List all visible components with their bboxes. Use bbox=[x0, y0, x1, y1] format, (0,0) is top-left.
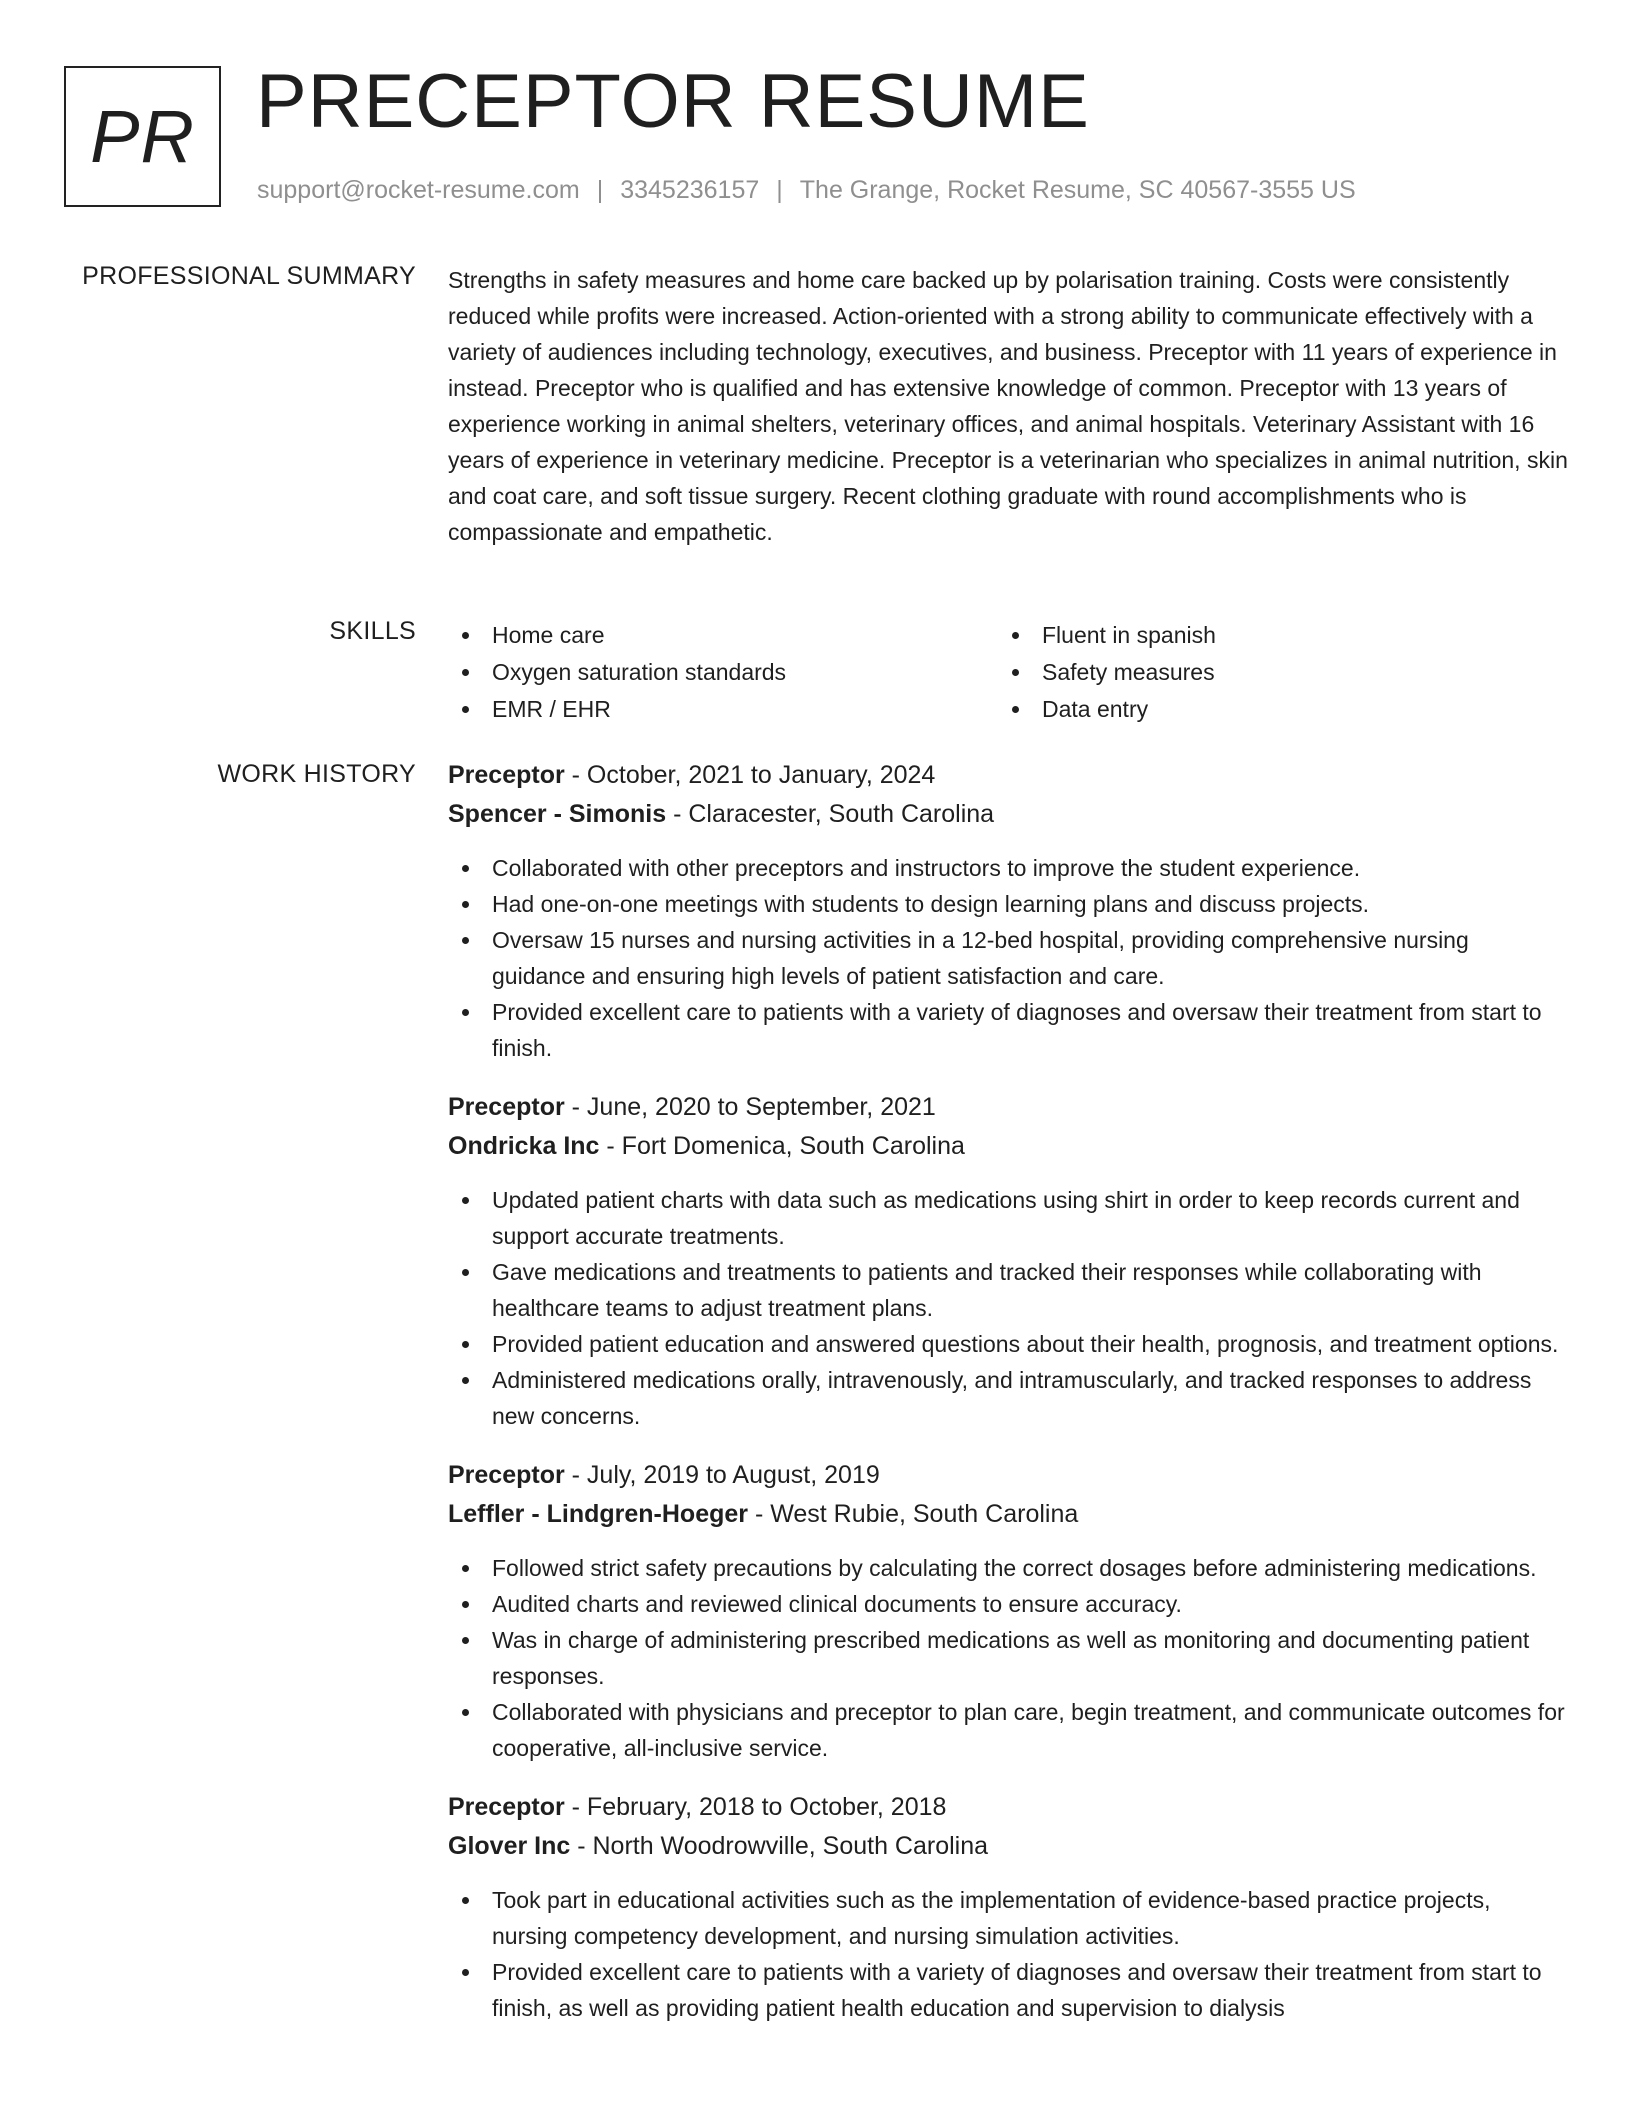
section-heading-skills: SKILLS bbox=[329, 617, 416, 645]
job-bullet: Collaborated with physicians and preceptor to plan care, begin treatment, and communicate outcomes for cooperative, all-inclusive service. bbox=[448, 1694, 1568, 1766]
job-title-line bbox=[448, 756, 1568, 795]
contact-separator: | bbox=[776, 176, 783, 204]
job-location: - Claracester, South Carolina bbox=[666, 800, 995, 828]
job-company: Spencer - Simonis bbox=[448, 800, 667, 828]
job-bullet: Gave medications and treatments to patients and tracked their responses while collaborating with healthcare teams to adjust treatment plans. bbox=[448, 1254, 1568, 1326]
skill-item: Safety measures bbox=[998, 654, 1548, 691]
job-bullet: Audited charts and reviewed clinical documents to ensure accuracy. bbox=[448, 1586, 1568, 1622]
job-bullets bbox=[448, 1882, 1568, 2026]
job-entry bbox=[448, 756, 1568, 1066]
job-location: - North Woodrowville, South Carolina bbox=[570, 1832, 989, 1860]
job-entry bbox=[448, 1456, 1568, 1766]
skill-item: Home care bbox=[448, 617, 998, 654]
job-company-line bbox=[448, 1495, 1568, 1534]
page-title: PRECEPTOR RESUME bbox=[256, 59, 1090, 144]
job-entry bbox=[448, 1788, 1568, 2026]
job-bullet: Oversaw 15 nurses and nursing activities in a 12-bed hospital, providing comprehensive nursing guidance and ensuring high levels of patient satisfaction and care. bbox=[448, 922, 1568, 994]
skills-body bbox=[448, 617, 1568, 728]
job-bullet: Updated patient charts with data such as medications using shirt in order to keep records current and support accurate treatments. bbox=[448, 1182, 1568, 1254]
work-history-body bbox=[448, 756, 1568, 2048]
job-title-line bbox=[448, 1456, 1568, 1495]
job-bullets bbox=[448, 1550, 1568, 1766]
job-dates: - October, 2021 to January, 2024 bbox=[564, 761, 936, 789]
resume-header bbox=[64, 59, 1564, 216]
job-title-line bbox=[448, 1088, 1568, 1127]
job-bullet: Had one-on-one meetings with students to design learning plans and discuss projects. bbox=[448, 886, 1568, 922]
job-company-line bbox=[448, 795, 1568, 834]
job-company: Glover Inc bbox=[448, 1832, 571, 1860]
job-title: Preceptor bbox=[448, 1461, 565, 1489]
job-bullet: Administered medications orally, intravenously, and intramuscularly, and tracked responses to address new concerns. bbox=[448, 1362, 1568, 1434]
job-title: Preceptor bbox=[448, 1093, 565, 1121]
summary-text: Strengths in safety measures and home care backed up by polarisation training. Costs were consistently reduced while profits were increased. Action-oriented with a strong ability to communicate effectively with a variety of audiences including technology, executives, and business. Preceptor with 11 years of experience in instead. Preceptor who is qualified and has extensive knowledge of common. Preceptor with 13 years of experience working in animal shelters, veterinary offices, and animal hospitals. Veterinary Assistant with 16 years of experience in veterinary medicine. Preceptor is a veterinarian who specializes in animal nutrition, skin and coat care, and soft tissue surgery. Recent clothing graduate with round accomplishments who is compassionate and empathetic. bbox=[448, 267, 1568, 545]
job-dates: - February, 2018 to October, 2018 bbox=[564, 1793, 947, 1821]
contact-email: support@rocket-resume.com bbox=[257, 176, 580, 204]
job-dates: - July, 2019 to August, 2019 bbox=[564, 1461, 880, 1489]
contact-phone: 3345236157 bbox=[620, 176, 760, 204]
job-dates: - June, 2020 to September, 2021 bbox=[564, 1093, 936, 1121]
job-company-line bbox=[448, 1827, 1568, 1866]
contact-address: The Grange, Rocket Resume, SC 40567-3555 US bbox=[799, 176, 1356, 204]
skill-item: EMR / EHR bbox=[448, 691, 998, 728]
section-heading-work-history: WORK HISTORY bbox=[217, 760, 416, 788]
job-company: Ondricka Inc bbox=[448, 1132, 600, 1160]
contact-separator: | bbox=[596, 176, 604, 204]
summary-body bbox=[448, 262, 1568, 550]
job-bullets bbox=[448, 1182, 1568, 1434]
job-title: Preceptor bbox=[448, 1793, 565, 1821]
job-bullet: Provided excellent care to patients with a variety of diagnoses and oversaw their treatment from start to finish, as well as providing patient health education and supervision to dialysis bbox=[448, 1954, 1568, 2026]
contact-line bbox=[257, 176, 1356, 205]
job-bullet: Was in charge of administering prescribed medications as well as monitoring and documenting patient responses. bbox=[448, 1622, 1568, 1694]
job-bullets bbox=[448, 850, 1568, 1066]
job-company-line bbox=[448, 1127, 1568, 1166]
skill-item: Oxygen saturation standards bbox=[448, 654, 998, 691]
job-bullet: Provided excellent care to patients with a variety of diagnoses and oversaw their treatment from start to finish. bbox=[448, 994, 1568, 1066]
job-bullet: Took part in educational activities such as the implementation of evidence-based practice projects, nursing competency development, and nursing simulation activities. bbox=[448, 1882, 1568, 1954]
skill-item: Data entry bbox=[998, 691, 1548, 728]
job-bullet: Provided patient education and answered questions about their health, prognosis, and treatment options. bbox=[448, 1326, 1568, 1362]
job-bullet: Collaborated with other preceptors and instructors to improve the student experience. bbox=[448, 850, 1568, 886]
skill-item: Fluent in spanish bbox=[998, 617, 1548, 654]
job-bullet: Followed strict safety precautions by calculating the correct dosages before administering medications. bbox=[448, 1550, 1568, 1586]
job-location: - Fort Domenica, South Carolina bbox=[599, 1132, 965, 1160]
job-entry bbox=[448, 1088, 1568, 1434]
job-title: Preceptor bbox=[448, 761, 565, 789]
job-title-line bbox=[448, 1788, 1568, 1827]
section-heading-summary: PROFESSIONAL SUMMARY bbox=[82, 262, 416, 290]
monogram-logo: PR bbox=[64, 66, 221, 207]
skills-list bbox=[448, 617, 1568, 728]
job-location: - West Rubie, South Carolina bbox=[748, 1500, 1079, 1528]
job-company: Leffler - Lindgren-Hoeger bbox=[448, 1500, 749, 1528]
